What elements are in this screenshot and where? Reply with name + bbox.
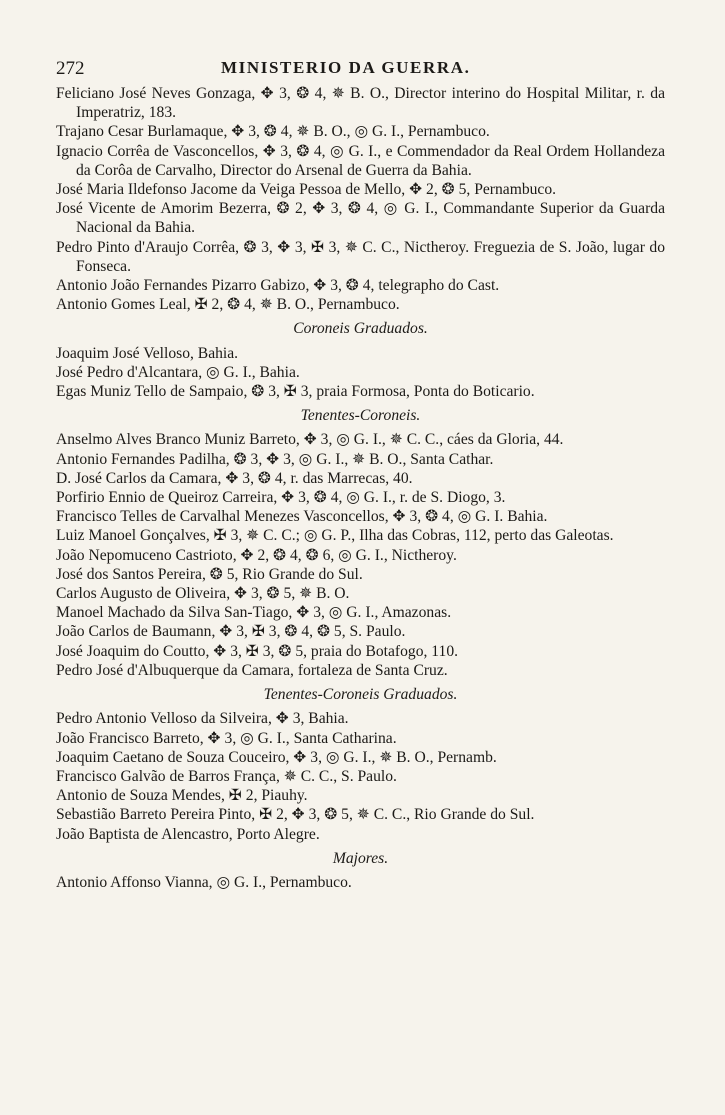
list-entry: Carlos Augusto de Oliveira, ✥ 3, ❂ 5, ✵ B. O. [56,585,350,603]
list-entry: João Nepomuceno Castrioto, ✥ 2, ❂ 4, ❂ 6, ◎ G. I., Nictheroy. [56,546,457,564]
list-entry: Feliciano José Neves Gonzaga, ✥ 3, ❂ 4, ✵ B. O., Director interino do Hospital Militar, r. da Imperatriz, 183. [56,85,665,122]
list-entry: José Pedro d'Alcantara, ◎ G. I., Bahia. [56,363,300,381]
list-entry: Luiz Manoel Gonçalves, ✠ 3, ✵ C. C.; ◎ G. P., Ilha das Cobras, 112, perto das Galeotas. [56,527,614,545]
list-entry: Antonio Gomes Leal, ✠ 2, ❂ 4, ✵ B. O., Pernambuco. [56,296,400,314]
section-heading: Coroneis Graduados. [293,320,428,338]
list-entry: Antonio Fernandes Padilha, ❂ 3, ✥ 3, ◎ G. I., ✵ B. O., Santa Cathar. [56,450,494,468]
list-entry: Anselmo Alves Branco Muniz Barreto, ✥ 3, ◎ G. I., ✵ C. C., cáes da Gloria, 44. [56,431,564,449]
page-number: 272 [56,58,85,79]
list-entry: Porfirio Ennio de Queiroz Carreira, ✥ 3, ❂ 4, ◎ G. I., r. de S. Diogo, 3. [56,489,506,507]
list-entry: Joaquim Caetano de Souza Couceiro, ✥ 3, ◎ G. I., ✵ B. O., Pernamb. [56,748,497,766]
list-entry: Antonio João Fernandes Pizarro Gabizo, ✥ 3, ❂ 4, telegrapho do Cast. [56,277,500,295]
list-entry: Pedro José d'Albuquerque da Camara, fortaleza de Santa Cruz. [56,661,448,679]
page-header [56,50,665,84]
list-entry: Francisco Telles de Carvalhal Menezes Vasconcellos, ✥ 3, ❂ 4, ◎ G. I. Bahia. [56,508,548,526]
list-entry: João Francisco Barreto, ✥ 3, ◎ G. I., Santa Catharina. [56,729,397,747]
list-entry: Francisco Galvão de Barros França, ✵ C. C., S. Paulo. [56,767,397,785]
list-entry: Antonio Affonso Vianna, ◎ G. I., Pernambuco. [56,873,352,891]
list-entry: Ignacio Corrêa de Vasconcellos, ✥ 3, ❂ 4, ◎ G. I., e Commendador da Real Ordem Hollandeza da Corôa de Carvalho, Director do Arsenal de Guerra da Bahia. [56,142,665,179]
list-entry: José dos Santos Pereira, ❂ 5, Rio Grande do Sul. [56,565,363,583]
section-heading: Tenentes-Coroneis. [300,407,421,425]
list-entry: Manoel Machado da Silva San-Tiago, ✥ 3, ◎ G. I., Amazonas. [56,604,452,622]
list-entry: João Baptista de Alencastro, Porto Alegre. [56,825,320,843]
list-entry: Joaquim José Velloso, Bahia. [56,344,239,362]
list-entry: Pedro Antonio Velloso da Silveira, ✥ 3, Bahia. [56,710,349,728]
list-entry: Sebastião Barreto Pereira Pinto, ✠ 2, ✥ 3, ❂ 5, ✵ C. C., Rio Grande do Sul. [56,806,535,824]
list-entry: Antonio de Souza Mendes, ✠ 2, Piauhy. [56,787,308,805]
list-entry: Trajano Cesar Burlamaque, ✥ 3, ❂ 4, ✵ B. O., ◎ G. I., Pernambuco. [56,123,490,141]
list-entry: João Carlos de Baumann, ✥ 3, ✠ 3, ❂ 4, ❂ 5, S. Paulo. [56,623,406,641]
list-entry: José Vicente de Amorim Bezerra, ❂ 2, ✥ 3, ❂ 4, ◎ G. I., Commandante Superior da Guarda Nacional da Bahia. [56,200,665,237]
list-entry: Pedro Pinto d'Araujo Corrêa, ❂ 3, ✥ 3, ✠ 3, ✵ C. C., Nictheroy. Freguezia de S. João, lugar do Fonseca. [56,238,665,275]
entry-list [56,84,665,892]
section-heading: Majores. [332,849,389,867]
list-entry: Egas Muniz Tello de Sampaio, ❂ 3, ✠ 3, praia Formosa, Ponta do Boticario. [56,383,535,401]
list-entry: José Maria Ildefonso Jacome da Veiga Pessoa de Mello, ✥ 2, ❂ 5, Pernambuco. [56,181,557,199]
running-title: MINISTERIO DA GUERRA. [221,58,471,77]
list-entry: José Joaquim do Coutto, ✥ 3, ✠ 3, ❂ 5, praia do Botafogo, 110. [56,642,459,660]
section-heading: Tenentes-Coroneis Graduados. [263,686,458,704]
list-entry: D. José Carlos da Camara, ✥ 3, ❂ 4, r. das Marrecas, 40. [56,469,413,487]
